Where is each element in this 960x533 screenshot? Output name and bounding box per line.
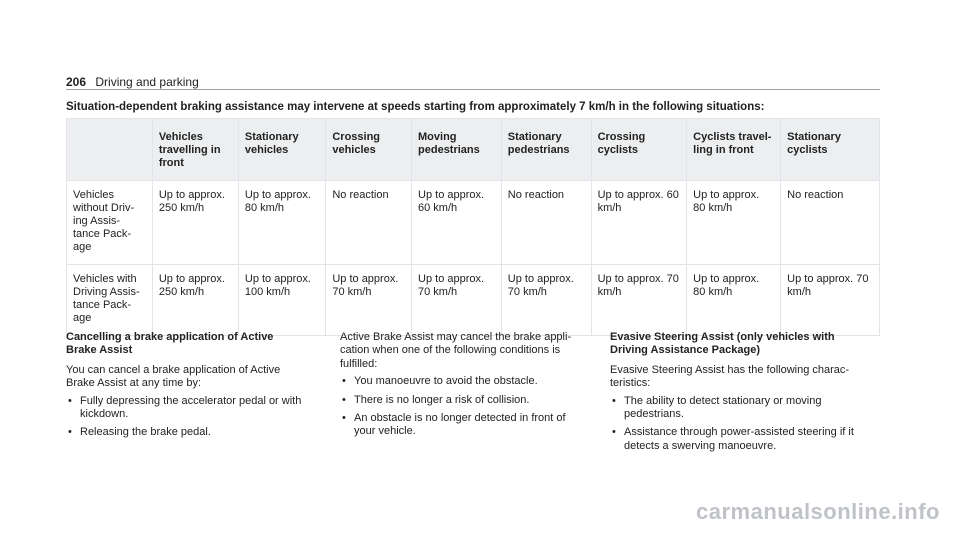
table-cell: Vehicles with Driving Assis-tance Pack-age	[67, 265, 153, 336]
list-item	[340, 412, 580, 439]
section-text: You can cancel a brake application of Active Brake Assist at any time by:	[66, 363, 281, 390]
table-cell: Up to approx. 250 km/h	[152, 265, 238, 336]
table-header-cell: Crossing cyclists	[591, 119, 687, 181]
bullet-icon: •	[68, 394, 72, 407]
table-header-cell: Cyclists travel-ling in front	[687, 119, 781, 181]
list-item	[610, 395, 872, 422]
list-item-text: An obstacle is no longer detected in front of your vehicle.	[354, 412, 566, 438]
bullet-icon: •	[612, 394, 616, 407]
bullet-list	[610, 395, 872, 454]
bullet-icon: •	[342, 393, 346, 406]
list-item	[340, 394, 580, 407]
table-header-row	[67, 119, 880, 181]
list-item	[66, 426, 306, 439]
table-header-cell: Stationary pedestrians	[501, 119, 591, 181]
section-text: Active Brake Assist may cancel the brake appli-cation when one of the following conditions is fulfilled:	[340, 331, 572, 370]
table-cell: Up to approx. 80 km/h	[687, 181, 781, 265]
table-cell: Up to approx. 250 km/h	[152, 181, 238, 265]
section-heading: Evasive Steering Assist (only vehicles with Driving Assistance Package)	[610, 331, 835, 357]
table-cell: Up to approx. 70 km/h	[326, 265, 412, 336]
section-text: Evasive Steering Assist has the following charac-teristics:	[610, 363, 850, 390]
table-cell: Up to approx. 70 km/h	[412, 265, 502, 336]
table-cell: Up to approx. 60 km/h	[412, 181, 502, 265]
list-item	[610, 426, 872, 453]
list-item-text: Fully depressing the accelerator pedal or with kickdown.	[80, 394, 302, 421]
table-header-cell: Moving pedestrians	[412, 119, 502, 181]
braking-assistance-table	[66, 118, 880, 336]
table-header-cell: Crossing vehicles	[326, 119, 412, 181]
bullet-icon: •	[342, 412, 346, 425]
list-item-text: Releasing the brake pedal.	[80, 426, 211, 439]
bullet-list	[340, 375, 580, 439]
table-cell: Up to approx. 80 km/h	[238, 181, 325, 265]
bullet-icon: •	[612, 426, 616, 439]
list-item-text: Assistance through power-assisted steering if it detects a swerving manoeuvre.	[624, 426, 854, 452]
table-cell: Up to approx. 100 km/h	[238, 265, 325, 336]
evasive-steering-section	[610, 331, 872, 458]
table-cell: No reaction	[781, 181, 880, 265]
table-cell: Up to approx. 70 km/h	[501, 265, 591, 336]
table-cell: No reaction	[326, 181, 412, 265]
section-title: Driving and parking	[95, 75, 199, 89]
cancel-conditions-section	[340, 331, 580, 444]
table-cell: Up to approx. 80 km/h	[687, 265, 781, 336]
intro-text: Situation-dependent braking assistance may intervene at speeds starting from approximately 7 km/h in the following situations:	[66, 101, 765, 113]
page-number: 206	[66, 75, 87, 89]
header-divider	[66, 89, 880, 90]
table-row	[67, 265, 880, 336]
list-item-text: There is no longer a risk of collision.	[354, 393, 530, 406]
table-cell: No reaction	[501, 181, 591, 265]
table-header-cell: Stationary cyclists	[781, 119, 880, 181]
bullet-icon: •	[342, 375, 346, 388]
list-item-text: The ability to detect stationary or moving pedestrians.	[624, 394, 822, 421]
table-cell: Vehicles without Driv-ing Assis-tance Pack-age	[67, 181, 153, 265]
page-header	[66, 75, 199, 89]
list-item	[340, 375, 580, 388]
table-header-cell: Vehicles travelling in front	[152, 119, 238, 181]
bullet-icon: •	[68, 426, 72, 439]
watermark: carmanualsonline.info	[696, 499, 940, 524]
list-item-text: You manoeuvre to avoid the obstacle.	[354, 375, 538, 388]
list-item	[66, 395, 306, 422]
section-heading: Cancelling a brake application of Active Brake Assist	[66, 331, 274, 357]
table-cell: Up to approx. 70 km/h	[591, 265, 687, 336]
table-header-cell: Stationary vehicles	[238, 119, 325, 181]
table-cell: Up to approx. 70 km/h	[781, 265, 880, 336]
table-cell: Up to approx. 60 km/h	[591, 181, 687, 265]
table-header-cell	[67, 119, 153, 181]
table-row	[67, 181, 880, 265]
cancel-braking-section	[66, 331, 306, 445]
bullet-list	[66, 395, 306, 440]
